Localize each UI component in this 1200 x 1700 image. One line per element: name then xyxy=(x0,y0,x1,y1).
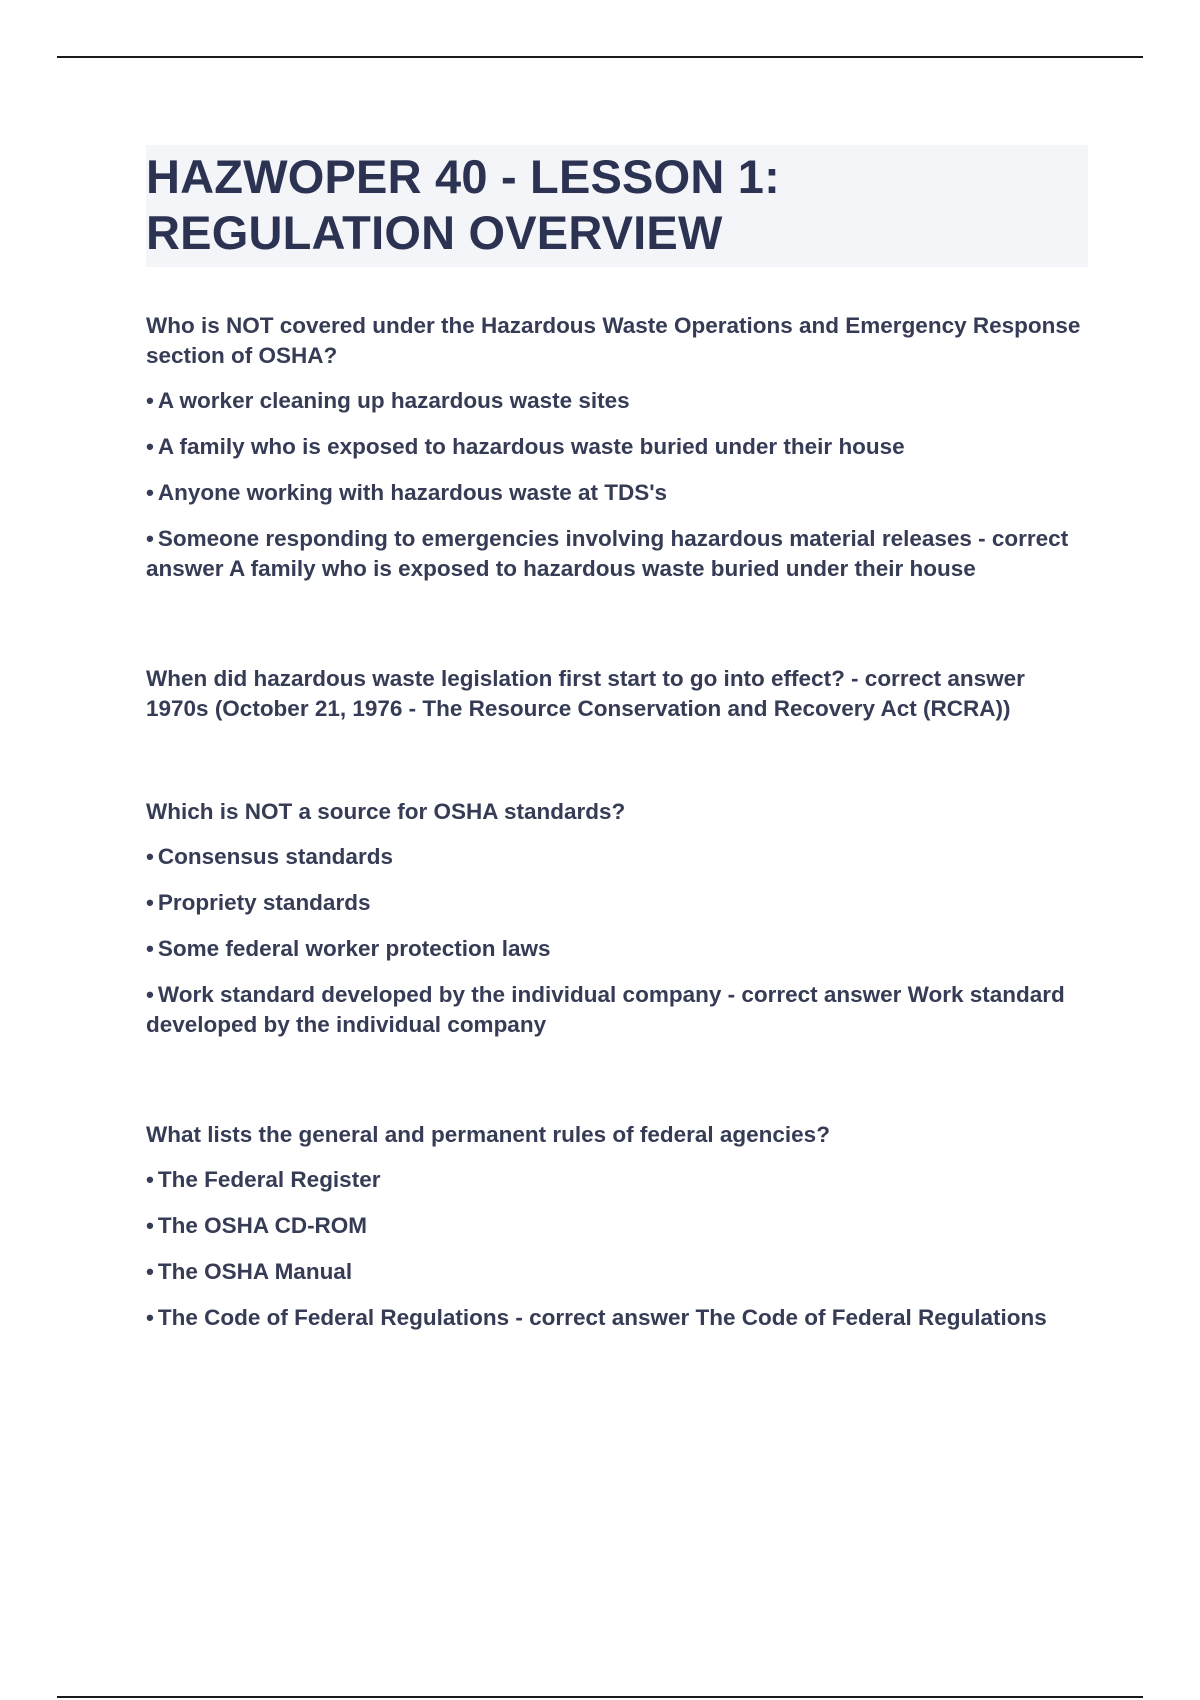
answer-option xyxy=(146,842,1088,872)
answer-option xyxy=(146,1303,1088,1333)
bullet: • xyxy=(146,480,154,505)
answer-option xyxy=(146,432,1088,462)
bullet: • xyxy=(146,1167,154,1192)
answer-option xyxy=(146,934,1088,964)
question-block-3 xyxy=(146,797,1088,1040)
bullet: • xyxy=(146,1259,154,1284)
bullet: • xyxy=(146,982,154,1007)
top-rule xyxy=(57,56,1143,58)
document-body xyxy=(146,145,1088,1349)
bullet: • xyxy=(146,1305,154,1330)
option-text: Propriety standards xyxy=(157,890,371,915)
title-line-1: HAZWOPER 40 - LESSON 1: xyxy=(146,150,780,203)
option-text: The OSHA Manual xyxy=(157,1259,353,1284)
option-text: Consensus standards xyxy=(157,844,393,869)
title-line-2: REGULATION OVERVIEW xyxy=(146,206,723,259)
answer-option xyxy=(146,1211,1088,1241)
bullet: • xyxy=(146,388,154,413)
option-text: Someone responding to emergencies involving hazardous material releases - correct answer A family who is exposed to hazardous waste buried under their house xyxy=(146,526,1069,581)
option-text: The OSHA CD-ROM xyxy=(157,1213,368,1238)
bullet: • xyxy=(146,936,154,961)
option-text: Anyone working with hazardous waste at TDS's xyxy=(157,480,668,505)
bullet: • xyxy=(146,526,154,551)
bullet: • xyxy=(146,890,154,915)
question-block-1 xyxy=(146,311,1088,584)
option-text: The Federal Register xyxy=(157,1167,381,1192)
bottom-rule xyxy=(57,1696,1143,1698)
answer-option xyxy=(146,888,1088,918)
question-block-2 xyxy=(146,664,1088,724)
answer-option xyxy=(146,980,1088,1040)
option-text: A worker cleaning up hazardous waste sites xyxy=(157,388,630,413)
question-text: Which is NOT a source for OSHA standards? xyxy=(146,799,626,824)
option-text: The Code of Federal Regulations - correct answer The Code of Federal Regulations xyxy=(157,1305,1047,1330)
bullet: • xyxy=(146,844,154,869)
option-text: Work standard developed by the individual company - correct answer Work standard developed by the individual company xyxy=(146,982,1065,1037)
question-block-4 xyxy=(146,1120,1088,1333)
option-text: A family who is exposed to hazardous waste buried under their house xyxy=(157,434,905,459)
bullet: • xyxy=(146,1213,154,1238)
answer-option xyxy=(146,478,1088,508)
answer-option xyxy=(146,524,1088,584)
question-text: Who is NOT covered under the Hazardous Waste Operations and Emergency Response section of OSHA? xyxy=(146,313,1081,368)
bullet: • xyxy=(146,434,154,459)
question-text: What lists the general and permanent rules of federal agencies? xyxy=(146,1122,830,1147)
answer-option xyxy=(146,1257,1088,1287)
question-text: When did hazardous waste legislation first start to go into effect? - correct answer 1970s (October 21, 1976 - The Resource Conservation and Recovery Act (RCRA)) xyxy=(146,666,1025,721)
option-text: Some federal worker protection laws xyxy=(157,936,551,961)
page-title xyxy=(146,145,1088,267)
answer-option xyxy=(146,386,1088,416)
answer-option xyxy=(146,1165,1088,1195)
